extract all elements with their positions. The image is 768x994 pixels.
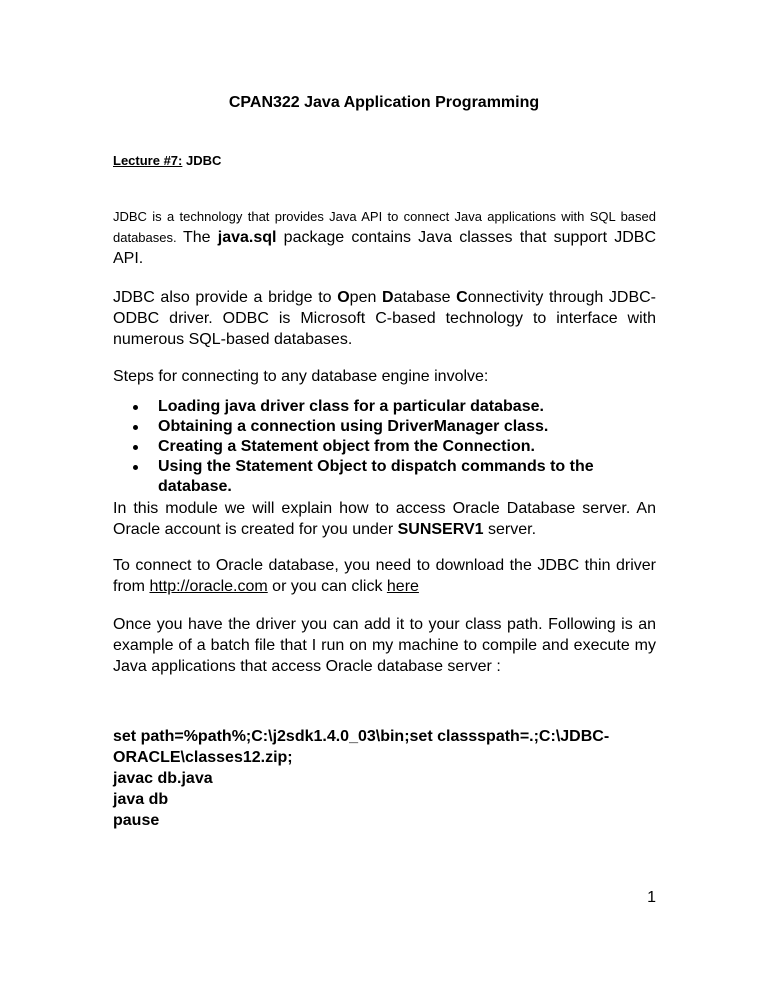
list-item — [131, 457, 651, 497]
step-text: Loading java driver class for a particular database. — [158, 398, 544, 415]
step-text: Obtaining a connection using DriverManager class. — [158, 418, 549, 435]
bullet-icon — [133, 405, 138, 410]
java-sql-package: java.sql — [217, 229, 277, 246]
odbc-word-atabase: atabase — [393, 289, 457, 306]
step-text: Using the Statement Object to dispatch commands to the database. — [158, 458, 594, 495]
paragraph-intro — [113, 206, 656, 269]
bullet-icon — [133, 425, 138, 430]
paragraph-intro-text-b: package contains Java classes that support JDBC API. — [113, 229, 657, 267]
odbc-letter-c: C — [456, 289, 468, 306]
paragraph-odbc-text-a: JDBC also provide a bridge to — [113, 289, 338, 306]
odbc-letter-d: D — [382, 289, 394, 306]
code-line: set path=%path%;C:\j2sdk1.4.0_03\bin;set classspath=.;C:\JDBC- — [113, 728, 610, 745]
list-item — [131, 417, 651, 437]
paragraph-oracle-text-b: server. — [483, 521, 537, 538]
paragraph-download-text-a: To connect to Oracle database, you need to download the JDBC thin driver from — [113, 557, 656, 595]
lecture-heading — [113, 153, 221, 169]
paragraph-batch-file: Once you have the driver you can add it to your class path. Following is an example of a batch file that I run on my machine to compile and execute my Java applications that access Oracle database server : — [113, 616, 656, 675]
code-line: java db — [113, 791, 169, 808]
bullet-icon — [133, 445, 138, 450]
list-item — [131, 437, 651, 457]
paragraph-download — [113, 555, 656, 597]
steps-list — [131, 397, 651, 497]
bullet-icon — [133, 465, 138, 470]
code-line: pause — [113, 812, 160, 829]
page-title: CPAN322 Java Application Programming — [228, 94, 540, 111]
lecture-topic: JDBC — [182, 153, 222, 168]
here-link[interactable]: here — [386, 578, 419, 595]
paragraph-odbc-rest: onnectivity through JDBC-ODBC driver. ODBC is Microsoft C-based technology to interface with numerous SQL-based databases. — [113, 289, 656, 348]
lecture-label: Lecture #7: — [113, 153, 183, 168]
list-item — [131, 397, 651, 417]
paragraph-oracle-account — [113, 498, 656, 540]
page-number: 1 — [647, 889, 656, 906]
oracle-link[interactable]: http://oracle.com — [149, 578, 268, 595]
paragraph-intro-small: JDBC is a technology that provides Java API to connect Java applications with SQL based databases. — [113, 209, 656, 245]
paragraph-intro-text-a: The — [182, 229, 218, 246]
batch-file-code — [113, 726, 673, 831]
odbc-letter-o: O — [337, 289, 350, 306]
code-line: javac db.java — [113, 770, 213, 787]
code-line: ORACLE\classes12.zip; — [113, 749, 293, 766]
step-text: Creating a Statement object from the Connection. — [158, 438, 535, 455]
paragraph-odbc — [113, 287, 656, 350]
paragraph-steps-intro: Steps for connecting to any database engine involve: — [113, 368, 489, 385]
odbc-word-pen: pen — [349, 289, 383, 306]
paragraph-oracle-text-a: In this module we will explain how to access Oracle Database server. An Oracle account is created for you under — [113, 500, 656, 538]
server-name: SUNSERV1 — [397, 521, 484, 538]
paragraph-download-text-b: or you can click — [267, 578, 387, 595]
